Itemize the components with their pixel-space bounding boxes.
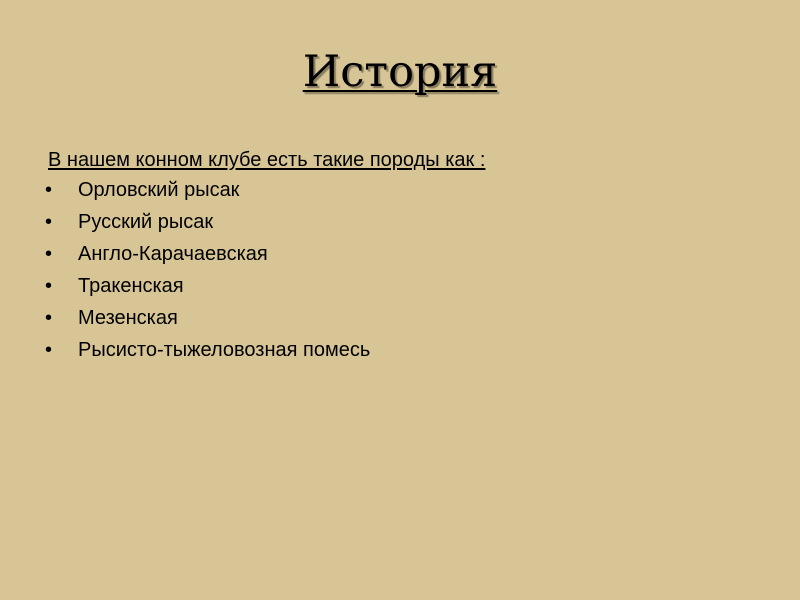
bullet-icon: • <box>45 275 53 297</box>
list-item-label: Рысисто-тыжеловозная помесь <box>78 339 371 361</box>
list-item <box>0 208 800 240</box>
list-item <box>0 240 800 272</box>
list-item-label: Мезенская <box>78 307 178 329</box>
intro-text: В нашем конном клубе есть такие породы как : <box>48 149 486 171</box>
list-item <box>0 304 800 336</box>
list-item <box>0 176 800 208</box>
bullet-icon: • <box>45 307 53 329</box>
bullet-icon: • <box>45 211 53 233</box>
list-item <box>0 272 800 304</box>
list-item-label: Англо-Карачаевская <box>78 243 268 265</box>
bullet-icon: • <box>45 243 53 265</box>
bullet-icon: • <box>45 179 53 201</box>
list-item-label: Орловский рысак <box>78 179 240 201</box>
list-item-label: Тракенская <box>78 275 184 297</box>
list-item-label: Русский рысак <box>78 211 214 233</box>
breed-list <box>0 176 800 368</box>
list-item <box>0 336 800 368</box>
bullet-icon: • <box>45 339 53 361</box>
slide-title: История <box>302 47 498 97</box>
